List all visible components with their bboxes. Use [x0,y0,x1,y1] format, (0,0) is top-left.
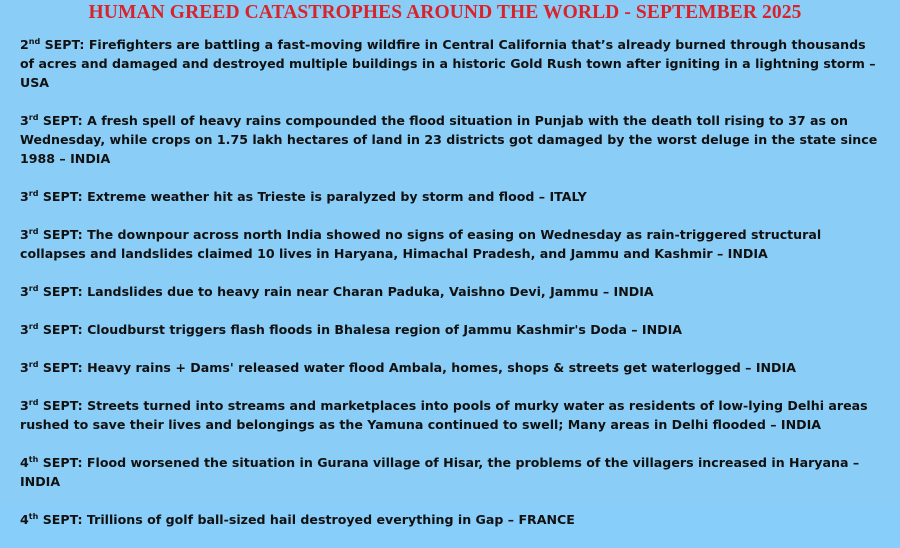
entry-text: Streets turned into streams and marketplaces into pools of murky water as residents of low-lying Delhi areas rushed to save their lives and belongings as the Yamuna continued to swell; Many areas in Delhi flooded – INDIA [20,398,868,432]
list-item [20,282,882,301]
entry-month: SEPT: [42,189,83,204]
list-item [20,187,882,206]
entry-text: Flood worsened the situation in Gurana village of Hisar, the problems of the villagers increased in Haryana – INDIA [20,455,860,489]
list-item [20,320,882,339]
list-item [20,510,882,529]
entry-day-suffix: nd [28,37,41,46]
entry-day: 3 [20,227,29,242]
list-item [20,358,882,377]
entry-day: 3 [20,189,29,204]
entry-month: SEPT: [44,37,85,52]
entry-day-suffix: rd [28,360,39,369]
entry-day-suffix: th [28,512,39,521]
entry-text: The downpour across north India showed no signs of easing on Wednesday as rain-triggered structural collapses and landslides claimed 10 lives in Haryana, Himachal Pradesh, and Jammu and Kashmir – INDIA [20,227,822,261]
list-item [20,225,882,263]
entry-month: SEPT: [42,398,83,413]
list-item [20,453,882,491]
entry-month: SEPT: [42,455,83,470]
entry-day: 4 [20,455,29,470]
entry-text: Cloudburst triggers flash floods in Bhalesa region of Jammu Kashmir's Doda – INDIA [87,322,683,337]
entry-day-suffix: rd [28,322,39,331]
page-title: HUMAN GREED CATASTROPHES AROUND THE WORLD - SEPTEMBER 2025 [88,2,802,23]
entry-month: SEPT: [42,512,83,527]
entry-text: Trillions of golf ball-sized hail destroyed everything in Gap – FRANCE [86,512,575,527]
news-list [20,35,882,548]
entry-text: A fresh spell of heavy rains compounded the flood situation in Punjab with the death toll rising to 37 as on Wednesday, while crops on 1.75 lakh hectares of land in 23 districts got damaged by the worst deluge in the state since 1988 – INDIA [20,113,878,166]
entry-day-suffix: th [28,455,39,464]
entry-day: 3 [20,322,29,337]
entry-day: 3 [20,360,29,375]
list-item [20,396,882,434]
entry-day: 3 [20,113,29,128]
entry-day-suffix: rd [28,227,39,236]
entry-text: Firefighters are battling a fast-moving wildfire in Central California that’s already burned through thousands of acres and damaged and destroyed multiple buildings in a historic Gold Rush town after igniting in a lightning storm – USA [20,37,876,90]
entry-text: Extreme weather hit as Trieste is paralyzed by storm and flood – ITALY [87,189,587,204]
entry-day-suffix: rd [28,113,39,122]
list-item [20,111,882,168]
entry-day: 3 [20,398,29,413]
entry-month: SEPT: [42,284,83,299]
entry-day-suffix: rd [28,398,39,407]
entry-day: 2 [20,37,29,52]
entry-month: SEPT: [42,113,83,128]
entry-day: 3 [20,284,29,299]
entry-text: Heavy rains + Dams' released water flood Ambala, homes, shops & streets get waterlogged – INDIA [87,360,796,375]
entry-day: 4 [20,512,29,527]
entry-month: SEPT: [42,360,83,375]
entry-day-suffix: rd [28,284,39,293]
entry-month: SEPT: [42,227,83,242]
entry-text: Landslides due to heavy rain near Charan Paduka, Vaishno Devi, Jammu – INDIA [87,284,654,299]
entry-day-suffix: rd [28,189,39,198]
list-item [20,35,882,92]
entry-month: SEPT: [42,322,83,337]
